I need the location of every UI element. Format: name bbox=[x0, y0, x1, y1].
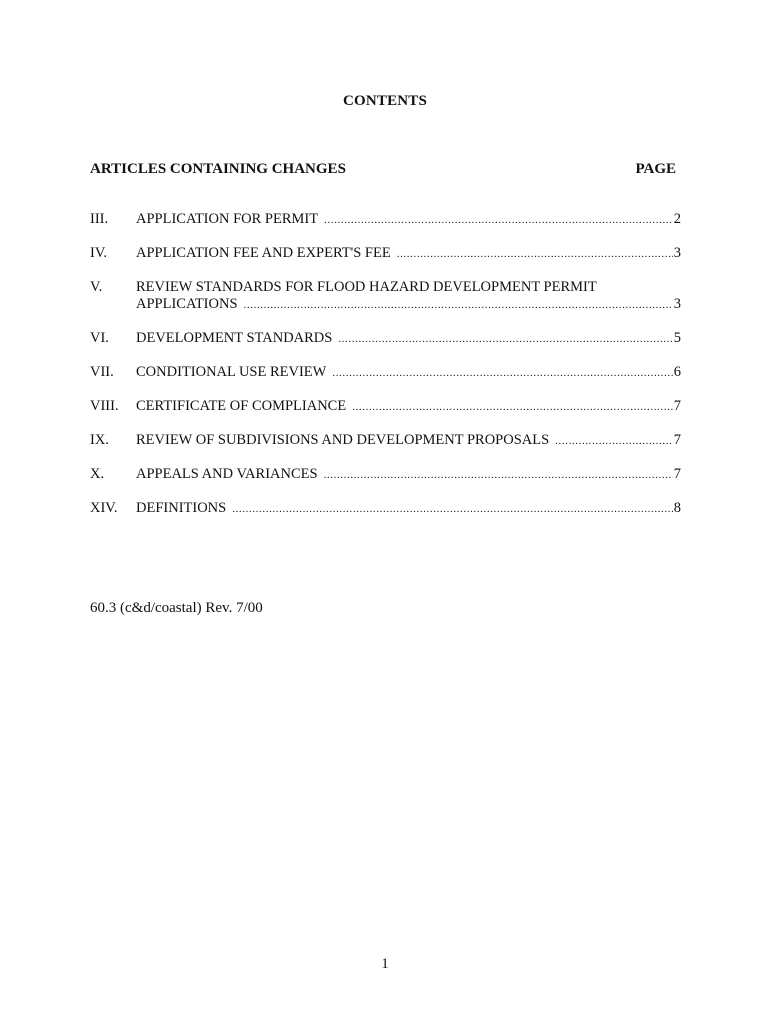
dot-leader bbox=[244, 297, 673, 314]
toc-entry-title: APPLICATION FEE AND EXPERT'S FEE bbox=[136, 245, 391, 261]
toc-entry-number: VIII. bbox=[90, 398, 119, 414]
toc-entry-number: IX. bbox=[90, 432, 109, 448]
toc-entry-title: REVIEW OF SUBDIVISIONS AND DEVELOPMENT PROPOSALS bbox=[136, 432, 550, 448]
toc-entry-title: APPLICATION FOR PERMIT bbox=[136, 211, 319, 227]
toc-entry-number: VII. bbox=[90, 364, 114, 380]
dot-leader bbox=[397, 246, 673, 263]
toc-entry-title: CERTIFICATE OF COMPLIANCE bbox=[136, 398, 347, 414]
dot-leader bbox=[555, 433, 673, 450]
toc-entry-page: 7 bbox=[673, 466, 681, 482]
toc-entry-number: X. bbox=[90, 466, 105, 482]
toc-entry-number: VI. bbox=[90, 330, 109, 346]
dot-leader bbox=[324, 212, 673, 229]
toc-entry-title: CONDITIONAL USE REVIEW bbox=[136, 364, 327, 380]
dot-leader bbox=[352, 399, 673, 416]
toc-entry bbox=[90, 466, 681, 484]
toc-entry-title-line1: REVIEW STANDARDS FOR FLOOD HAZARD DEVELOPMENT PERMIT bbox=[136, 279, 597, 295]
toc-entry bbox=[90, 364, 681, 382]
toc-entry bbox=[90, 330, 681, 348]
dot-leader bbox=[324, 467, 673, 484]
toc-entry bbox=[90, 398, 681, 416]
toc-entry-page: 5 bbox=[673, 330, 681, 346]
page-number: 1 bbox=[381, 956, 389, 972]
toc-entry-title: DEFINITIONS bbox=[136, 500, 227, 516]
toc-entry-page: 8 bbox=[673, 500, 681, 516]
toc-entry-title: DEVELOPMENT STANDARDS bbox=[136, 330, 333, 346]
toc-header bbox=[90, 161, 676, 181]
toc-entry-title: APPEALS AND VARIANCES bbox=[136, 466, 318, 482]
toc-entry-page: 2 bbox=[673, 211, 681, 227]
toc-entry bbox=[90, 279, 681, 314]
revision-note: 60.3 (c&d/coastal) Rev. 7/00 bbox=[90, 600, 263, 616]
toc-entry-number: III. bbox=[90, 211, 109, 227]
toc-entry bbox=[90, 245, 681, 263]
toc-entry bbox=[90, 432, 681, 450]
toc-entry bbox=[90, 211, 681, 229]
toc-entry-page: 7 bbox=[673, 432, 681, 448]
toc-entry bbox=[90, 500, 681, 518]
page-title: CONTENTS bbox=[342, 93, 428, 109]
toc-entry-page: 7 bbox=[673, 398, 681, 414]
toc-entry-number: V. bbox=[90, 279, 103, 295]
toc-entry-page: 6 bbox=[673, 364, 681, 380]
toc-entry-page: 3 bbox=[673, 296, 681, 312]
toc-entry-number: XIV. bbox=[90, 500, 118, 516]
articles-header: ARTICLES CONTAINING CHANGES bbox=[90, 161, 346, 177]
page-column-header: PAGE bbox=[635, 161, 676, 177]
dot-leader bbox=[332, 365, 672, 382]
toc-entry-title: APPLICATIONS bbox=[136, 296, 238, 312]
toc-entry-page: 3 bbox=[673, 245, 681, 261]
toc-entry-number: IV. bbox=[90, 245, 108, 261]
dot-leader bbox=[338, 331, 672, 348]
dot-leader bbox=[232, 501, 673, 518]
